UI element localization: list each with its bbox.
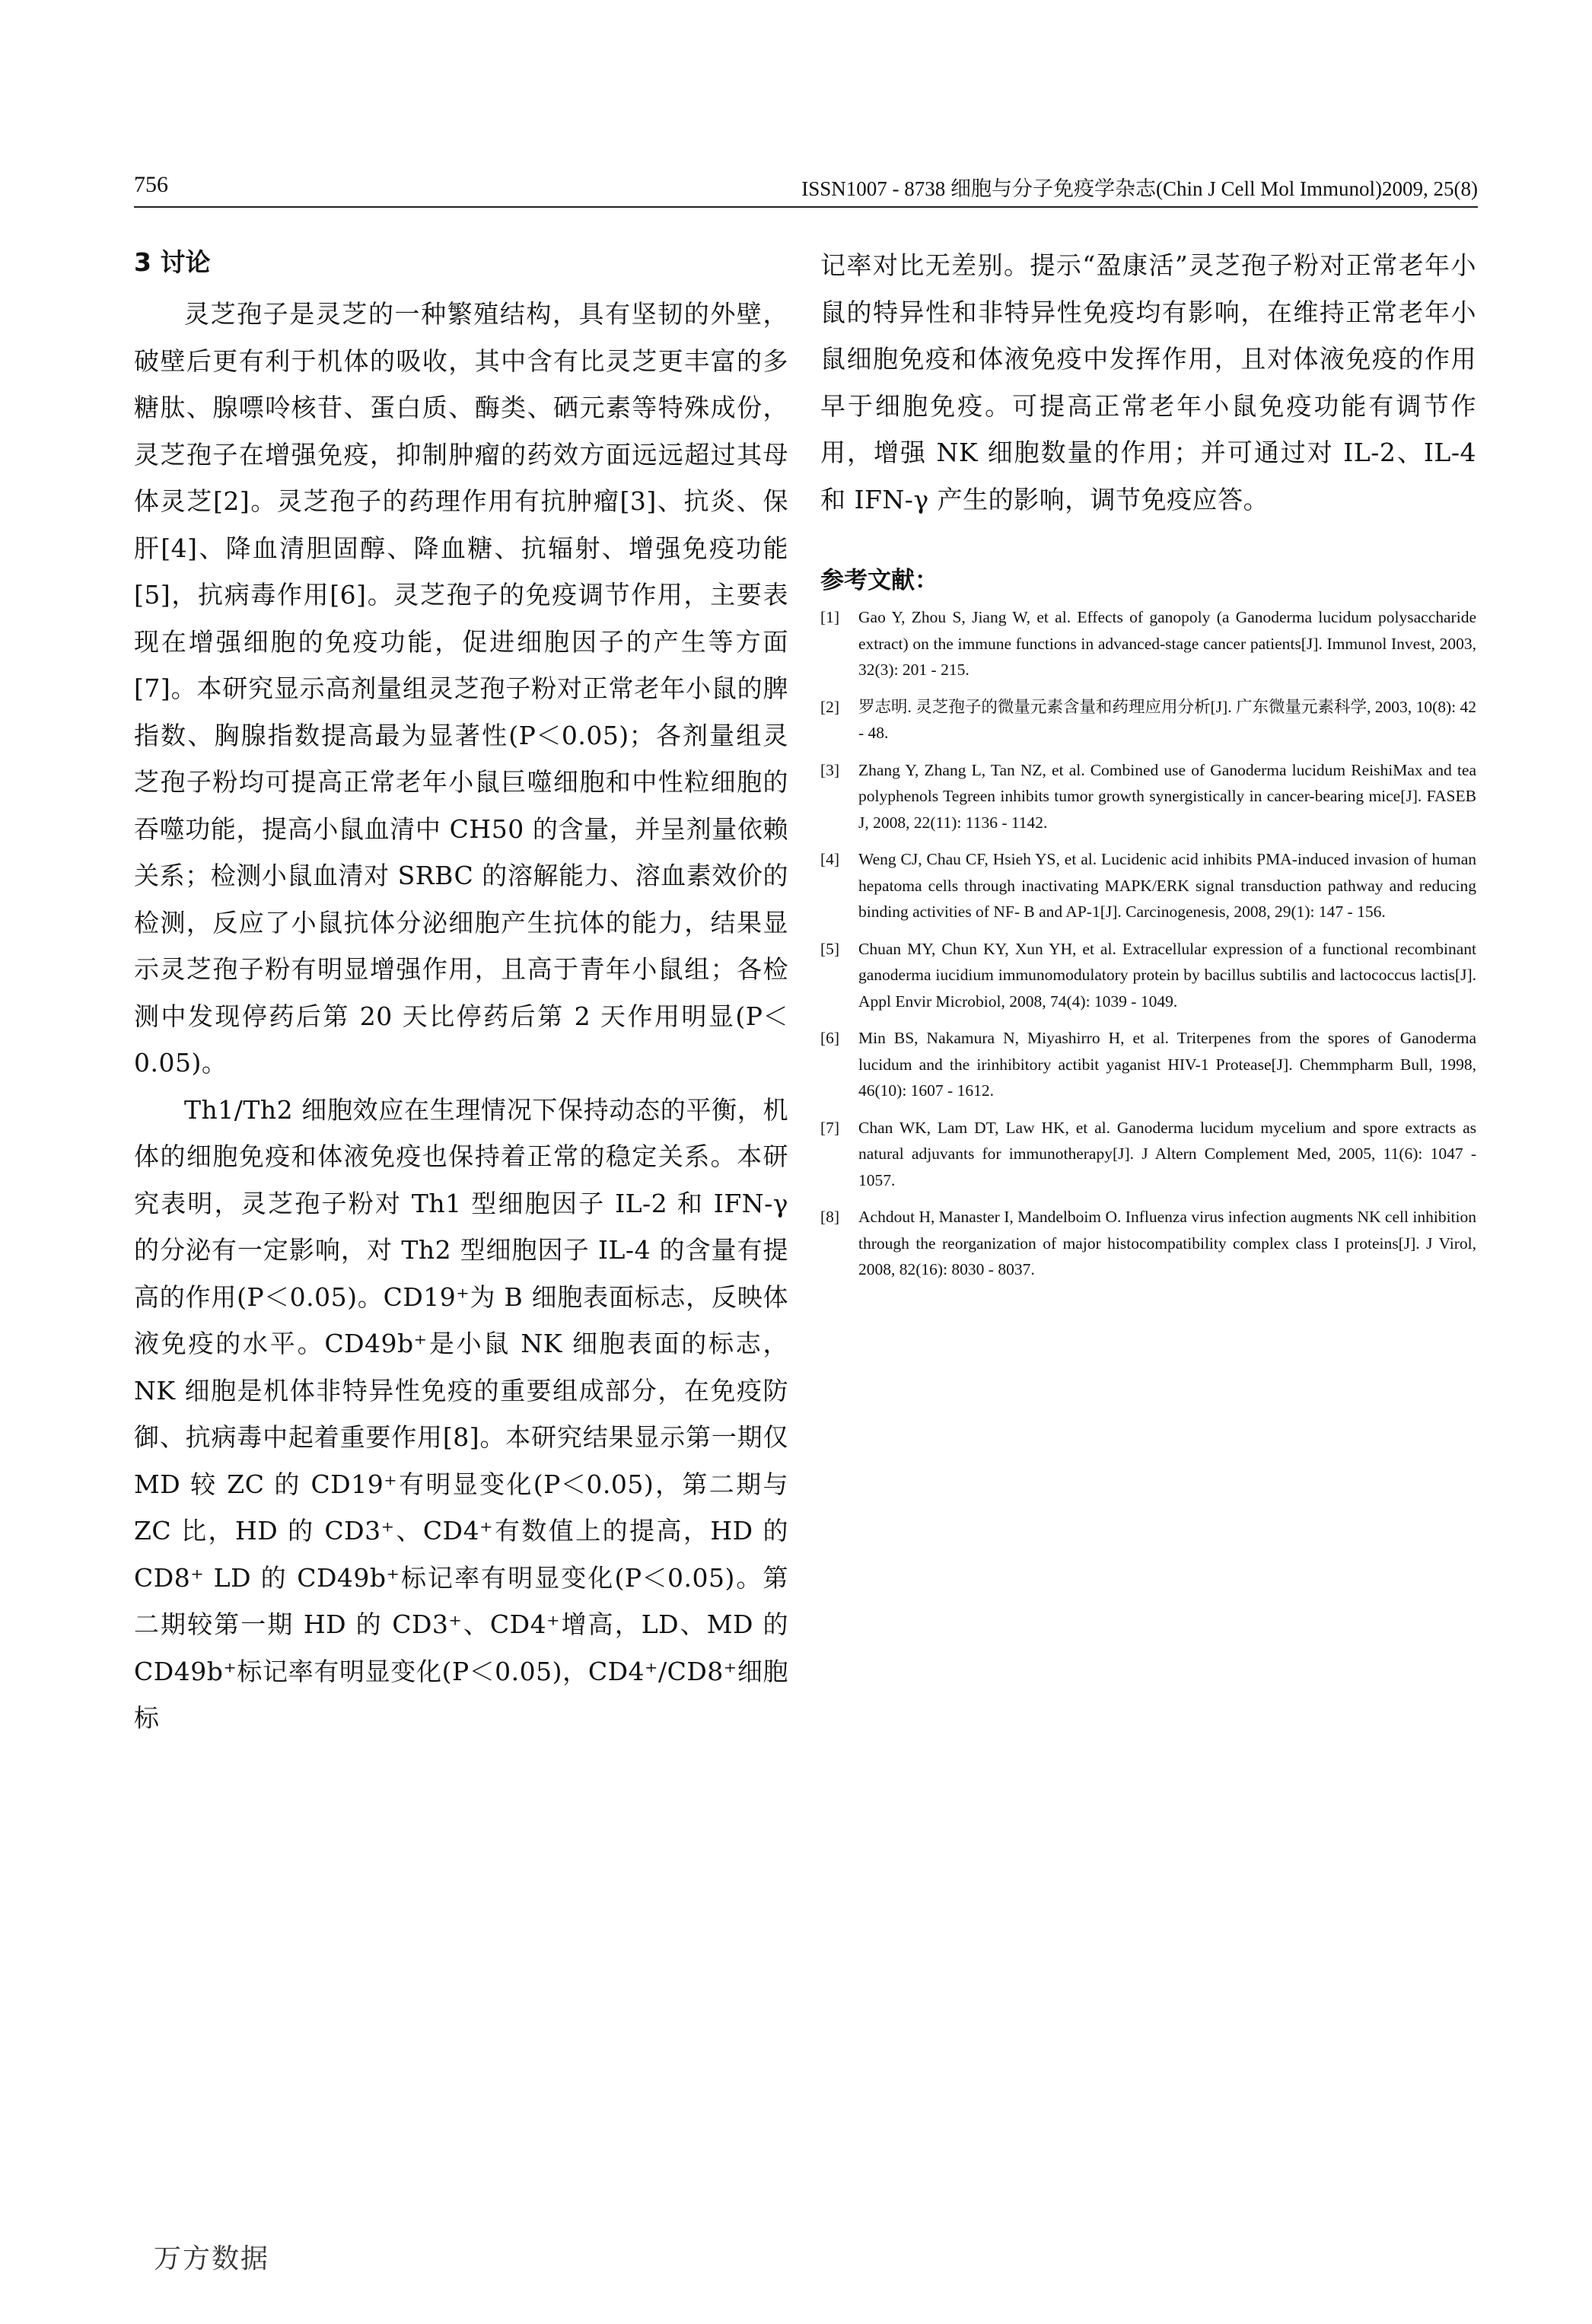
reference-item [820,757,1476,836]
reference-text: Min BS, Nakamura N, Miyashirro H, et al. Triterpenes from the spores of Ganoderma lucidum and the irinhibitory actibit yaganist HIV-1 Protease[J]. Chemmpharm Bull, 1998, 46(10): 1607 - 1612. [858,1029,1476,1100]
journal-citation: ISSN1007 - 8738 细胞与分子免疫学杂志(Chin J Cell Mol Immunol)2009, 25(8) [801,177,1478,200]
page-number: 756 [134,172,168,197]
reference-number: [3] [820,760,840,779]
reference-text: Achdout H, Manaster I, Mandelboim O. Influenza virus infection augments NK cell inhibition through the reorganization of major histocompatibility complex class I proteins[J]. J Virol, 2008, 82(16): 8030 - 8037. [858,1208,1476,1278]
reference-item [820,1204,1476,1283]
source-watermark: 万方数据 [154,2243,270,2275]
body-paragraph-1: 灵芝孢子是灵芝的一种繁殖结构，具有坚韧的外壁，破壁后更有利于机体的吸收，其中含有比灵芝更丰富的多糖肽、腺嘌呤核苷、蛋白质、酶类、硒元素等特殊成份，灵芝孢子在增强免疫，抑制肿瘤的药效方面远远超过其母体灵芝[2]。灵芝孢子的药理作用有抗肿瘤[3]、抗炎、保肝[4]、降血清胆固醇、降血糖、抗辐射、增强免疫功能[5]，抗病毒作用[6]。灵芝孢子的免疫调节作用，主要表现在增强细胞的免疫功能，促进细胞因子的产生等方面[7]。本研究显示高剂量组灵芝孢子粉对正常老年小鼠的脾指数、胸腺指数提高最为显著性(P＜0.05)；各剂量组灵芝孢子粉均可提高正常老年小鼠巨噬细胞和中性粒细胞的吞噬功能，提高小鼠血清中 CH50 的含量，并呈剂量依赖关系；检测小鼠血清对 SRBC 的溶解能力、溶血素效价的检测，反应了小鼠抗体分泌细胞产生抗体的能力，结果显示灵芝孢子粉有明显增强作用，且高于青年小鼠组；各检测中发现停药后第 20 天比停药后第 2 天作用明显(P＜0.05)。 [134,299,788,1078]
reference-number: [5] [820,939,840,958]
reference-text: Weng CJ, Chau CF, Hsieh YS, et al. Lucidenic acid inhibits PMA-induced invasion of human hepatoma cells through inactivating MAPK/ERK signal transduction pathway and reducing binding activities of NF- B and AP-1[J]. Carcinogenesis, 2008, 29(1): 147 - 156. [858,850,1476,921]
reference-number: [4] [820,850,840,868]
reference-number: [8] [820,1208,840,1226]
reference-number: [7] [820,1118,840,1137]
reference-item [820,694,1476,747]
references-title: 参考文献： [820,567,938,594]
left-column [134,242,788,1742]
reference-number: [1] [820,608,840,626]
reference-item [820,604,1476,683]
reference-item [820,846,1476,925]
body-paragraph-2: Th1/Th2 细胞效应在生理情况下保持动态的平衡，机体的细胞免疫和体液免疫也保持着正常的稳定关系。本研究表明，灵芝孢子粉对 Th1 型细胞因子 IL-2 和 IFN-γ 的分泌有一定影响，对 Th2 型细胞因子 IL-4 的含量有提高的作用(P＜0.05)。CD19⁺为 B 细胞表面标志，反映体液免疫的水平。CD49b⁺是小鼠 NK 细胞表面的标志，NK 细胞是机体非特异性免疫的重要组成部分，在免疫防御、抗病毒中起着重要作用[8]。本研究结果显示第一期仅 MD 较 ZC 的 CD19⁺有明显变化(P＜0.05)，第二期与 ZC 比，HD 的 CD3⁺、CD4⁺有数值上的提高，HD 的 CD8⁺ LD 的 CD49b⁺标记率有明显变化(P＜0.05)。第二期较第一期 HD 的 CD3⁺、CD4⁺增高，LD、MD 的 CD49b⁺标记率有明显变化(P＜0.05)，CD4⁺/CD8⁺细胞标 [134,1094,788,1733]
right-column [820,242,1476,1294]
reference-number: [2] [820,697,840,716]
reference-text: Zhang Y, Zhang L, Tan NZ, et al. Combined use of Ganoderma lucidum ReishiMax and tea polyphenols Tegreen inhibits tumor growth synergistically in cancer-bearing mice[J]. FASEB J, 2008, 22(11): 1136 - 1142. [858,760,1476,832]
reference-number: [6] [820,1029,840,1047]
reference-text: 罗志明. 灵芝孢子的微量元素含量和药理应用分析[J]. 广东微量元素科学, 2003, 10(8): 42 - 48. [858,697,1476,742]
reference-item [820,936,1476,1015]
page-header [134,172,1478,210]
reference-item [820,1115,1476,1194]
reference-text: Chan WK, Lam DT, Law HK, et al. Ganoderma lucidum mycelium and spore extracts as natural adjuvants for immunotherapy[J]. J Altern Complement Med, 2005, 11(6): 1047 - 1057. [858,1118,1476,1189]
reference-text: Chuan MY, Chun KY, Xun YH, et al. Extracellular expression of a functional recombinant ganoderma iucidium immunomodulatory protein by bacillus subtilis and lactococcus lactis[J]. Appl Envir Microbiol, 2008, 74(4): 1039 - 1049. [858,939,1476,1011]
section-heading: 3 讨论 [134,247,211,277]
header-rule [134,206,1478,208]
reference-item [820,1025,1476,1104]
body-paragraph-continued: 记率对比无差别。提示“盈康活”灵芝孢子粉对正常老年小鼠的特异性和非特异性免疫均有影响，在维持正常老年小鼠细胞免疫和体液免疫中发挥作用，且对体液免疫的作用早于细胞免疫。可提高正常老年小鼠免疫功能有调节作用，增强 NK 细胞数量的作用；并可通过对 IL-2、IL-4 和 IFN-γ 产生的影响，调节免疫应答。 [820,250,1476,514]
reference-text: Gao Y, Zhou S, Jiang W, et al. Effects of ganopoly (a Ganoderma lucidum polysaccharide extract) on the immune functions in advanced-stage cancer patients[J]. Immunol Invest, 2003, 32(3): 201 - 215. [858,608,1476,679]
